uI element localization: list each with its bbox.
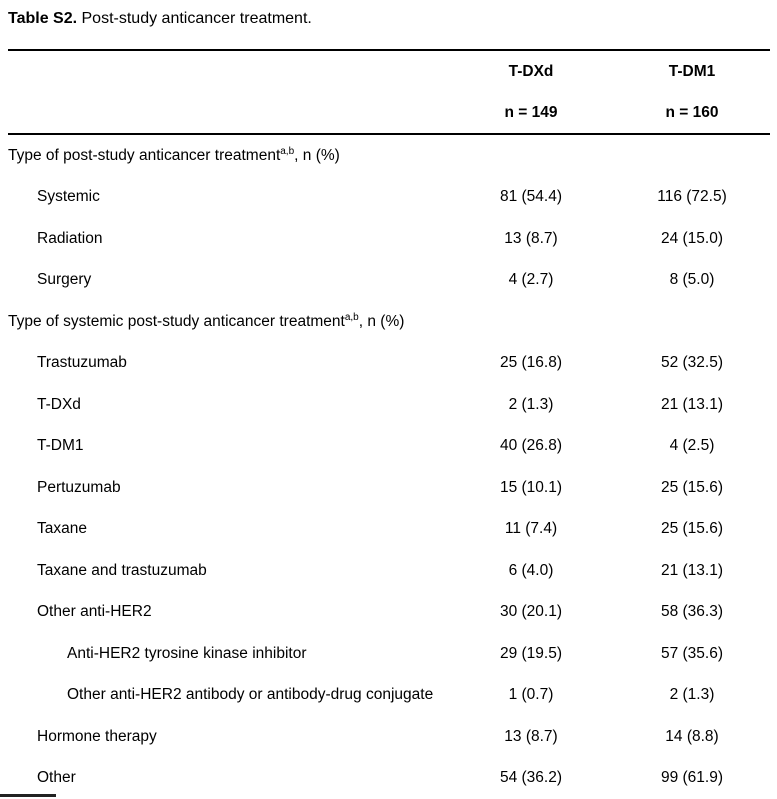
- row-label: [8, 645, 448, 663]
- table-caption: [8, 9, 312, 30]
- tdm1-value: 58 (36.3): [614, 603, 770, 621]
- table-row: [8, 177, 770, 219]
- tdxd-value: 2 (1.3): [448, 396, 614, 414]
- tdxd-value: 81 (54.4): [448, 188, 614, 206]
- column-header-tdxd: T-DXd: [448, 63, 614, 81]
- tdxd-value: 4 (2.7): [448, 271, 614, 289]
- row-label-text: Taxane and trastuzumab: [37, 562, 207, 579]
- table-row: [8, 260, 770, 302]
- tdxd-value: 1 (0.7): [448, 686, 614, 704]
- row-label: [8, 728, 448, 746]
- table-row: [8, 758, 770, 799]
- tdxd-value: 13 (8.7): [448, 728, 614, 746]
- row-label: [8, 230, 448, 248]
- row-label-text: Type of post-study anticancer treatment: [8, 147, 280, 164]
- row-label-text: T-DM1: [37, 437, 84, 454]
- column-n-tdm1: n = 160: [614, 104, 770, 122]
- row-label: [8, 520, 448, 538]
- table-row: [8, 550, 770, 592]
- table-row: [8, 509, 770, 551]
- row-label: [8, 354, 448, 372]
- row-label: [8, 396, 448, 414]
- row-label-suffix: , n (%): [294, 147, 340, 164]
- row-label: [8, 603, 448, 621]
- table-row: [8, 716, 770, 758]
- column-header-tdm1: T-DM1: [614, 63, 770, 81]
- row-label: [8, 479, 448, 497]
- table-body: [8, 135, 770, 799]
- column-n-tdxd: n = 149: [448, 104, 614, 122]
- tdxd-value: 30 (20.1): [448, 603, 614, 621]
- tdm1-value: 4 (2.5): [614, 437, 770, 455]
- row-label: [8, 562, 448, 580]
- table-row: [8, 135, 770, 177]
- table-row: [8, 633, 770, 675]
- footnote-marker: a,b: [345, 312, 359, 323]
- row-label-text: Anti-HER2 tyrosine kinase inhibitor: [67, 645, 307, 662]
- table-row: [8, 592, 770, 634]
- row-label-text: T-DXd: [37, 396, 81, 413]
- tdxd-value: 13 (8.7): [448, 230, 614, 248]
- tdm1-value: 99 (61.9): [614, 769, 770, 787]
- tdxd-value: 29 (19.5): [448, 645, 614, 663]
- row-label: [8, 188, 448, 206]
- tdm1-value: 2 (1.3): [614, 686, 770, 704]
- row-label-text: Trastuzumab: [37, 354, 127, 371]
- row-label-suffix: , n (%): [359, 313, 405, 330]
- tdm1-value: 8 (5.0): [614, 271, 770, 289]
- tdxd-value: 11 (7.4): [448, 520, 614, 538]
- row-label: [8, 147, 448, 165]
- tdm1-value: 25 (15.6): [614, 479, 770, 497]
- table-row: [8, 218, 770, 260]
- row-label: [8, 686, 448, 704]
- row-label-text: Hormone therapy: [37, 728, 157, 745]
- table-header-n-row: [8, 92, 770, 133]
- tdm1-value: 116 (72.5): [614, 188, 770, 206]
- tdm1-value: 14 (8.8): [614, 728, 770, 746]
- row-label: [8, 769, 448, 787]
- table-row: [8, 343, 770, 385]
- row-label: [8, 313, 448, 331]
- footnote-marker: a,b: [280, 146, 294, 157]
- tdm1-value: 57 (35.6): [614, 645, 770, 663]
- tdxd-value: 40 (26.8): [448, 437, 614, 455]
- row-label-text: Type of systemic post-study anticancer treatment: [8, 313, 345, 330]
- row-label-text: Taxane: [37, 520, 87, 537]
- tdm1-value: 52 (32.5): [614, 354, 770, 372]
- tdxd-value: 6 (4.0): [448, 562, 614, 580]
- tdxd-value: 25 (16.8): [448, 354, 614, 372]
- row-label-text: Surgery: [37, 271, 91, 288]
- tdm1-value: 24 (15.0): [614, 230, 770, 248]
- table-header-name-row: [8, 51, 770, 92]
- tdxd-value: 15 (10.1): [448, 479, 614, 497]
- row-label-text: Pertuzumab: [37, 479, 121, 496]
- row-label-text: Other anti-HER2: [37, 603, 152, 620]
- row-label-text: Systemic: [37, 188, 100, 205]
- table-caption-label: Table S2.: [8, 10, 77, 27]
- row-label-text: Radiation: [37, 230, 103, 247]
- table-row: [8, 301, 770, 343]
- row-label: [8, 437, 448, 455]
- tdxd-value: 54 (36.2): [448, 769, 614, 787]
- table-row: [8, 467, 770, 509]
- table: [8, 49, 770, 799]
- tdm1-value: 21 (13.1): [614, 396, 770, 414]
- row-label: [8, 271, 448, 289]
- tdm1-value: 25 (15.6): [614, 520, 770, 538]
- tdm1-value: 21 (13.1): [614, 562, 770, 580]
- table-row: [8, 426, 770, 468]
- row-label-text: Other anti-HER2 antibody or antibody-drug conjugate: [67, 686, 433, 703]
- table-row: [8, 675, 770, 717]
- row-label-text: Other: [37, 769, 76, 786]
- table-row: [8, 384, 770, 426]
- table-caption-text: Post-study anticancer treatment.: [77, 10, 312, 27]
